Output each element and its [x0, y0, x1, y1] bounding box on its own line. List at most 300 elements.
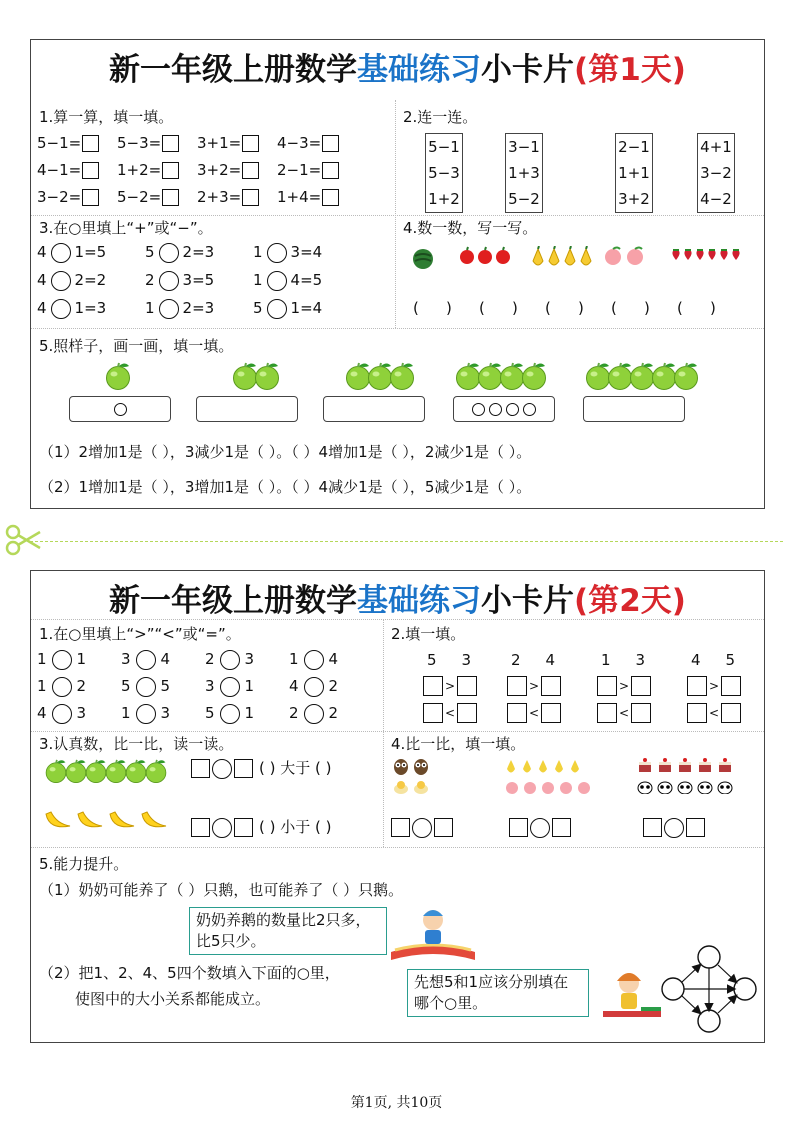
right-number: 4: [328, 650, 339, 668]
pear-icon: [505, 757, 517, 779]
relation-diagram: [659, 943, 759, 1035]
equation-text: 5−1=: [37, 134, 82, 152]
compare-circle[interactable]: [136, 677, 156, 697]
equation-text: 5−2=: [117, 188, 162, 206]
section-heading: 4.数一数，写一写。: [403, 219, 538, 237]
compare-item: [37, 649, 86, 670]
sign-circle[interactable]: [159, 271, 179, 291]
apple-group: [459, 246, 511, 268]
left-number: 2: [205, 650, 215, 668]
peach-icon: [559, 779, 573, 798]
answer-box[interactable]: [162, 135, 179, 152]
right-expression: 1=3: [74, 299, 107, 317]
watermelon-icon: [411, 246, 435, 274]
answer-rectangle[interactable]: [583, 396, 685, 422]
reading-child-icon: [387, 904, 479, 964]
relation-sign: <: [445, 706, 456, 720]
right-expression: 2=3: [182, 299, 215, 317]
left-number: 1: [37, 677, 47, 695]
apple-group: [343, 362, 417, 394]
match-expression[interactable]: 5−3: [428, 164, 460, 182]
match-box: [425, 133, 463, 213]
strawberry-icon: [719, 246, 729, 265]
equation-text: 3+2=: [197, 161, 242, 179]
compare-circle[interactable]: [52, 677, 72, 697]
answer-box[interactable]: [457, 703, 477, 723]
compare-item: [205, 703, 254, 724]
answer-box[interactable]: [552, 818, 571, 837]
left-number: 2: [145, 271, 155, 289]
paren: (: [479, 299, 485, 317]
card-title: [31, 40, 764, 92]
question-line-1: （1）2增加1是（ ），3减少1是（ ）。（ ）4增加1是（ ），2减少1是（ ）。: [39, 443, 532, 461]
section-heading: 1.在○里填上“>”“<”或“=”。: [39, 625, 241, 643]
equation-text: 1+2=: [117, 161, 162, 179]
match-expression[interactable]: 5−1: [428, 138, 460, 156]
sign-circle[interactable]: [51, 271, 71, 291]
left-number: 1: [145, 299, 155, 317]
right-number: 1: [244, 677, 255, 695]
pair-number: 5: [725, 651, 737, 669]
equation-text: 3+1=: [197, 134, 242, 152]
banana-icon: [75, 806, 105, 836]
number-pair: [511, 650, 556, 670]
paren: (: [611, 299, 617, 317]
compare-item: [121, 649, 170, 670]
arithmetic-item: [277, 133, 339, 153]
compare-circle[interactable]: [220, 704, 240, 724]
match-expression[interactable]: 1+2: [428, 190, 460, 208]
question-line-2b: 使图中的大小关系都能成立。: [75, 990, 271, 1008]
compare-circle[interactable]: [664, 818, 684, 838]
left-number: 4: [37, 243, 47, 261]
answer-rectangle[interactable]: [69, 396, 171, 422]
apple-icon: [519, 362, 549, 394]
left-number: 5: [145, 243, 155, 261]
equation-text: 4−3=: [277, 134, 322, 152]
owl-icon: [413, 757, 429, 779]
paren: ): [578, 299, 584, 317]
compare-sentence: ( ) 大于 ( ): [259, 759, 332, 777]
answer-box[interactable]: [434, 818, 453, 837]
answer-rectangle[interactable]: [453, 396, 555, 422]
order-row: [423, 675, 477, 696]
sign-circle[interactable]: [159, 299, 179, 319]
answer-box[interactable]: [457, 676, 477, 696]
compare-circle[interactable]: [304, 650, 324, 670]
pear-group: [531, 246, 593, 272]
right-number: 2: [328, 704, 339, 722]
question-line-2a: （2）把1、2、4、5四个数填入下面的○里，: [39, 964, 340, 982]
compare-circle[interactable]: [220, 650, 240, 670]
match-expression[interactable]: 2−1: [618, 138, 650, 156]
match-expression[interactable]: 1+1: [618, 164, 650, 182]
apple-icon: [387, 362, 417, 394]
number-pair: [691, 650, 736, 670]
right-expression: 1=4: [290, 299, 323, 317]
paren: (: [413, 299, 419, 317]
sign-circle[interactable]: [267, 243, 287, 263]
answer-box[interactable]: [82, 189, 99, 206]
sample-circle: [114, 403, 127, 416]
owl-icon: [393, 757, 409, 779]
title-text-2: 小卡片: [481, 582, 575, 619]
compare-circle[interactable]: [530, 818, 550, 838]
arithmetic-item: [117, 187, 179, 207]
strawberry-icon: [695, 246, 705, 265]
answer-box[interactable]: [423, 676, 443, 696]
equation-text: 2+3=: [197, 188, 242, 206]
arithmetic-item: [37, 160, 99, 180]
arithmetic-item: [277, 187, 339, 207]
peach-icon: [603, 246, 623, 270]
pear-icon: [521, 757, 533, 779]
pear-icon: [579, 246, 593, 272]
match-expression[interactable]: 5−2: [508, 190, 540, 208]
number-pair: [427, 650, 472, 670]
right-expression: 3=5: [182, 271, 215, 289]
watermelon-group: [411, 246, 435, 274]
answer-box[interactable]: [242, 189, 259, 206]
order-row: [507, 675, 561, 696]
section-heading: 2.连一连。: [403, 108, 478, 126]
compare-circle[interactable]: [52, 704, 72, 724]
answer-box[interactable]: [391, 818, 410, 837]
relation-sign: >: [709, 679, 720, 693]
compare-item: [37, 676, 86, 697]
compare-symbols: [191, 758, 331, 779]
practice-card-day2: [30, 570, 765, 1043]
hint-bubble-2: 先想5和1应该分别填在哪个○里。: [407, 969, 589, 1017]
right-number: 4: [160, 650, 171, 668]
left-number: 1: [253, 243, 263, 261]
right-number: 3: [244, 650, 255, 668]
answer-box[interactable]: [687, 703, 707, 723]
answer-box[interactable]: [234, 818, 253, 837]
answer-box[interactable]: [721, 676, 741, 696]
compare-item: [37, 703, 86, 724]
apple-icon: [252, 362, 282, 394]
title-highlight: 基础练习: [357, 582, 482, 619]
answer-box[interactable]: [162, 189, 179, 206]
sample-circle: [472, 403, 485, 416]
answer-box[interactable]: [191, 818, 210, 837]
apple-icon: [143, 759, 169, 787]
answer-box[interactable]: [234, 759, 253, 778]
answer-box[interactable]: [721, 703, 741, 723]
title-highlight: 基础练习: [357, 51, 482, 88]
left-number: 1: [121, 704, 131, 722]
answer-box[interactable]: [322, 189, 339, 206]
compare-circle[interactable]: [52, 650, 72, 670]
right-number: 1: [244, 704, 255, 722]
relation-sign: >: [529, 679, 540, 693]
paren: ): [446, 299, 452, 317]
strawberry-icon: [731, 246, 741, 265]
number-pair: [601, 650, 646, 670]
practice-card-day1: [30, 39, 765, 509]
scissors-icon: [4, 522, 44, 558]
paren: ): [710, 299, 716, 317]
cake-icon: [717, 757, 733, 777]
answer-box[interactable]: [687, 676, 707, 696]
answer-box[interactable]: [423, 703, 443, 723]
panda-icon: [697, 779, 713, 798]
peach-icon: [523, 779, 537, 798]
paren: (: [677, 299, 683, 317]
cake-icon: [697, 757, 713, 777]
answer-box[interactable]: [82, 162, 99, 179]
compare-circle[interactable]: [212, 759, 232, 779]
paren: (: [545, 299, 551, 317]
sign-item: [145, 270, 214, 291]
section-heading: 3.在○里填上“+”或“−”。: [39, 219, 213, 237]
right-expression: 2=2: [74, 271, 107, 289]
answer-box[interactable]: [643, 818, 662, 837]
title-text: 新一年级上册数学: [109, 51, 358, 88]
order-row: [687, 702, 741, 723]
banana-icon: [43, 806, 73, 836]
apple-icon: [103, 362, 133, 394]
sign-item: [145, 242, 214, 263]
pair-number: 1: [601, 651, 612, 669]
apple-row: [43, 759, 169, 787]
chick-icon: [413, 779, 429, 798]
section-heading: 3.认真数，比一比，读一读。: [39, 735, 234, 753]
title-text: 新一年级上册数学: [109, 582, 358, 619]
strawberry-icon: [683, 246, 693, 265]
arithmetic-item: [197, 160, 259, 180]
picture-row-top: [393, 757, 429, 779]
sign-item: [37, 242, 106, 263]
left-number: 4: [37, 704, 47, 722]
answer-box[interactable]: [507, 703, 527, 723]
compare-item: [121, 676, 170, 697]
peach-group: [603, 246, 645, 270]
left-number: 5: [121, 677, 131, 695]
picture-row-bottom: [393, 779, 429, 798]
compare-item: [205, 676, 254, 697]
compare-circle[interactable]: [136, 704, 156, 724]
strawberry-icon: [707, 246, 717, 265]
answer-box[interactable]: [322, 135, 339, 152]
apple-group: [453, 362, 549, 394]
relation-sign: <: [709, 706, 720, 720]
section-heading: 4.比一比，填一填。: [391, 735, 526, 753]
order-row: [597, 702, 651, 723]
compare-circle[interactable]: [220, 677, 240, 697]
right-expression: 2=3: [182, 243, 215, 261]
match-box: [615, 133, 653, 213]
compare-circle[interactable]: [304, 677, 324, 697]
answer-box[interactable]: [242, 162, 259, 179]
relation-sign: >: [445, 679, 456, 693]
order-row: [687, 675, 741, 696]
sign-circle[interactable]: [51, 243, 71, 263]
pair-number: 4: [545, 651, 557, 669]
answer-box[interactable]: [686, 818, 705, 837]
answer-box[interactable]: [597, 676, 617, 696]
sample-circle: [523, 403, 536, 416]
strawberry-icon: [671, 246, 681, 265]
left-number: 4: [37, 271, 47, 289]
picture-row-bottom: [505, 779, 591, 798]
equation-text: 1+4=: [277, 188, 322, 206]
sign-item: [37, 298, 106, 319]
equation-text: 5−3=: [117, 134, 162, 152]
sign-item: [253, 270, 322, 291]
match-expression[interactable]: 3+2: [618, 190, 650, 208]
compare-item: [289, 676, 338, 697]
cake-icon: [637, 757, 653, 777]
apple-group: [583, 362, 701, 394]
answer-box[interactable]: [597, 703, 617, 723]
pair-number: 5: [427, 651, 438, 669]
answer-box[interactable]: [242, 135, 259, 152]
pear-icon: [553, 757, 565, 779]
compare-symbols: [191, 817, 331, 838]
cake-icon: [657, 757, 673, 777]
peach-icon: [541, 779, 555, 798]
banana-icon: [139, 806, 169, 836]
arithmetic-item: [277, 160, 339, 180]
compare-circle[interactable]: [136, 650, 156, 670]
pear-icon: [569, 757, 581, 779]
section-heading: 1.算一算，填一填。: [39, 108, 174, 126]
match-expression[interactable]: 1+3: [508, 164, 540, 182]
page-footer: 第1页, 共10页: [350, 1095, 443, 1111]
left-number: 3: [121, 650, 131, 668]
answer-box[interactable]: [82, 135, 99, 152]
compare-symbols: [509, 817, 571, 838]
diagram-circle: [662, 978, 684, 1000]
sign-item: [253, 298, 322, 319]
order-row: [507, 702, 561, 723]
answer-box[interactable]: [191, 759, 210, 778]
pair-number: 3: [635, 651, 647, 669]
right-number: 2: [328, 677, 339, 695]
compare-item: [289, 649, 338, 670]
compare-circle[interactable]: [212, 818, 232, 838]
card-title: [31, 571, 764, 623]
compare-item: [121, 703, 170, 724]
relation-sign: <: [619, 706, 630, 720]
apple-group: [230, 362, 282, 394]
right-number: 3: [76, 704, 87, 722]
left-number: 5: [205, 704, 215, 722]
answer-box[interactable]: [631, 703, 651, 723]
pair-number: 2: [511, 651, 522, 669]
compare-circle[interactable]: [304, 704, 324, 724]
panda-icon: [657, 779, 673, 798]
question-line-2: （2）1增加1是（ ），3增加1是（ ）。（ ）4减少1是（ ），5减少1是（ ）。: [39, 478, 532, 496]
section-heading: 5.照样子，画一画，填一填。: [39, 337, 234, 355]
question-line-1: （1）奶奶可能养了（ ）只鹅，也可能养了（ ）只鹅。: [39, 881, 404, 899]
answer-box[interactable]: [541, 703, 561, 723]
title-text-2: 小卡片: [481, 51, 575, 88]
title-day: (第1天): [574, 51, 686, 88]
right-number: 5: [160, 677, 171, 695]
match-box: [697, 133, 735, 213]
match-expression[interactable]: 3−2: [700, 164, 732, 182]
chick-icon: [393, 779, 409, 798]
apple-group: [103, 362, 133, 394]
sign-circle[interactable]: [267, 299, 287, 319]
pear-icon: [547, 246, 561, 272]
arithmetic-item: [197, 187, 259, 207]
compare-symbols: [643, 817, 705, 838]
picture-row-top: [637, 757, 733, 777]
match-expression[interactable]: 4−2: [700, 190, 732, 208]
sign-circle[interactable]: [159, 243, 179, 263]
left-number: 5: [253, 299, 263, 317]
right-number: 1: [76, 650, 87, 668]
compare-circle[interactable]: [412, 818, 432, 838]
sign-item: [253, 242, 322, 263]
right-expression: 4=5: [290, 271, 323, 289]
answer-rectangle[interactable]: [323, 396, 425, 422]
equation-text: 3−2=: [37, 188, 82, 206]
answer-box[interactable]: [322, 162, 339, 179]
left-number: 2: [289, 704, 299, 722]
strawberry-group: [671, 246, 741, 265]
apple-icon: [671, 362, 701, 394]
left-number: 1: [37, 650, 47, 668]
arithmetic-item: [117, 160, 179, 180]
answer-rectangle[interactable]: [196, 396, 298, 422]
answer-box[interactable]: [507, 676, 527, 696]
left-number: 1: [289, 650, 299, 668]
picture-row-top: [505, 757, 581, 779]
right-number: 3: [160, 704, 171, 722]
answer-box[interactable]: [509, 818, 528, 837]
compare-item: [205, 649, 254, 670]
sign-item: [145, 298, 214, 319]
match-expression[interactable]: 3−1: [508, 138, 540, 156]
section-heading: 5.能力提升。: [39, 855, 129, 873]
match-expression[interactable]: 4+1: [700, 138, 732, 156]
peach-icon: [577, 779, 591, 798]
arithmetic-item: [37, 187, 99, 207]
left-number: 1: [253, 271, 263, 289]
answer-box[interactable]: [631, 676, 651, 696]
arithmetic-item: [117, 133, 179, 153]
order-row: [597, 675, 651, 696]
cut-line: [30, 541, 783, 542]
right-number: 2: [76, 677, 87, 695]
sign-circle[interactable]: [267, 271, 287, 291]
pair-number: 4: [691, 651, 702, 669]
apple-icon: [477, 246, 493, 268]
answer-box[interactable]: [162, 162, 179, 179]
sign-circle[interactable]: [51, 299, 71, 319]
answer-box[interactable]: [541, 676, 561, 696]
compare-sentence: ( ) 小于 ( ): [259, 818, 332, 836]
arithmetic-item: [197, 133, 259, 153]
hint-bubble: 奶奶养鹅的数量比2只多，比5只少。: [189, 907, 387, 955]
left-number: 3: [205, 677, 215, 695]
equation-text: 2−1=: [277, 161, 322, 179]
apple-icon: [459, 246, 475, 268]
banana-icon: [107, 806, 137, 836]
right-expression: 1=5: [74, 243, 107, 261]
reading-child-icon: [597, 967, 667, 1025]
peach-icon: [625, 246, 645, 270]
equation-text: 4−1=: [37, 161, 82, 179]
compare-symbols: [391, 817, 453, 838]
left-number: 4: [289, 677, 299, 695]
picture-row-bottom: [637, 779, 733, 798]
